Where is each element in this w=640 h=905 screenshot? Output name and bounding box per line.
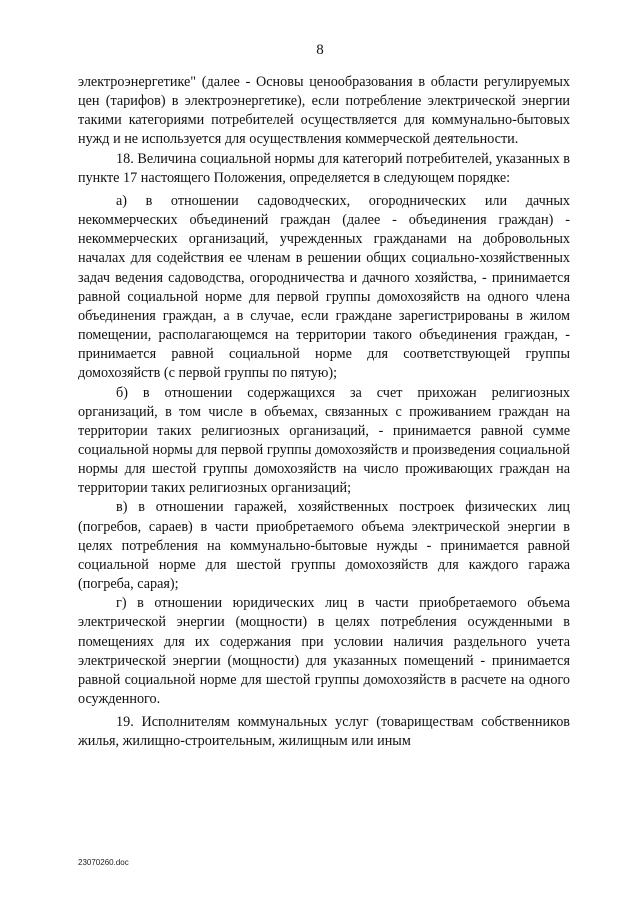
document-body (78, 73, 570, 751)
paragraph-18g: г) в отношении юридических лиц в части приобретаемого объема электрической энергии (мощности) в целях потребления осужденными в помещениях для их содержания при условии наличия раздельного учета электрической энергии (мощности) для указанных помещений - принимается равной социальной норме для шестой группы домохозяйств в расчете на одного осужденного. (78, 595, 570, 707)
paragraph-18a: а) в отношении садоводческих, огороднических или дачных некоммерческих объединений граждан (далее - объединения граждан) - некоммерческих организаций, учрежденных гражданами на добровольных началах для содействия ее членам в решении общих социально-хозяйственных задач ведения садоводства, огородничества и дачного хозяйства, - принимается равной социальной норме для первой группы домохозяйств на одного члена объединения граждан, а в случае, если граждане зарегистрированы в жилом помещении, располагающемся на территории такого объединения граждан, - принимается равной социальной норме для соответствующей группы домохозяйств (с первой группы по пятую); (78, 192, 570, 382)
paragraph-continuation: электроэнергетике" (далее - Основы ценообразования в области регулируемых цен (тарифов) в электроэнергетике), если потребление электрической энергии такими категориями потребителей осуществляется для коммунально-бытовых нужд и не используется для осуществления коммерческой деятельности. (78, 74, 570, 148)
footer-filename: 23070260.doc (78, 858, 129, 867)
paragraph-18: 18. Величина социальной нормы для категорий потребителей, указанных в пункте 17 настоящего Положения, определяется в следующем порядке: (78, 150, 570, 186)
page-number: 8 (316, 42, 324, 58)
paragraph-18b: б) в отношении содержащихся за счет прихожан религиозных организаций, в том числе в объемах, связанных с проживанием граждан на территории таких религиозных организаций, - принимается равной сумме социальной нормы для первой группы домохозяйств и произведения социальной нормы для шестой группы домохозяйств на число проживающих граждан на территории таких религиозных организаций; (78, 384, 570, 497)
paragraph-18v: в) в отношении гаражей, хозяйственных построек физических лиц (погребов, сараев) в части приобретаемого объема электрической энергии в целях потребления на коммунально-бытовые нужды - принимается равной социальной норме для шестой группы домохозяйств для каждого гаража (погреба, сарая); (78, 499, 570, 593)
paragraph-19: 19. Исполнителям коммунальных услуг (товариществам собственников жилья, жилищно-строительным, жилищным или иным (78, 714, 570, 750)
